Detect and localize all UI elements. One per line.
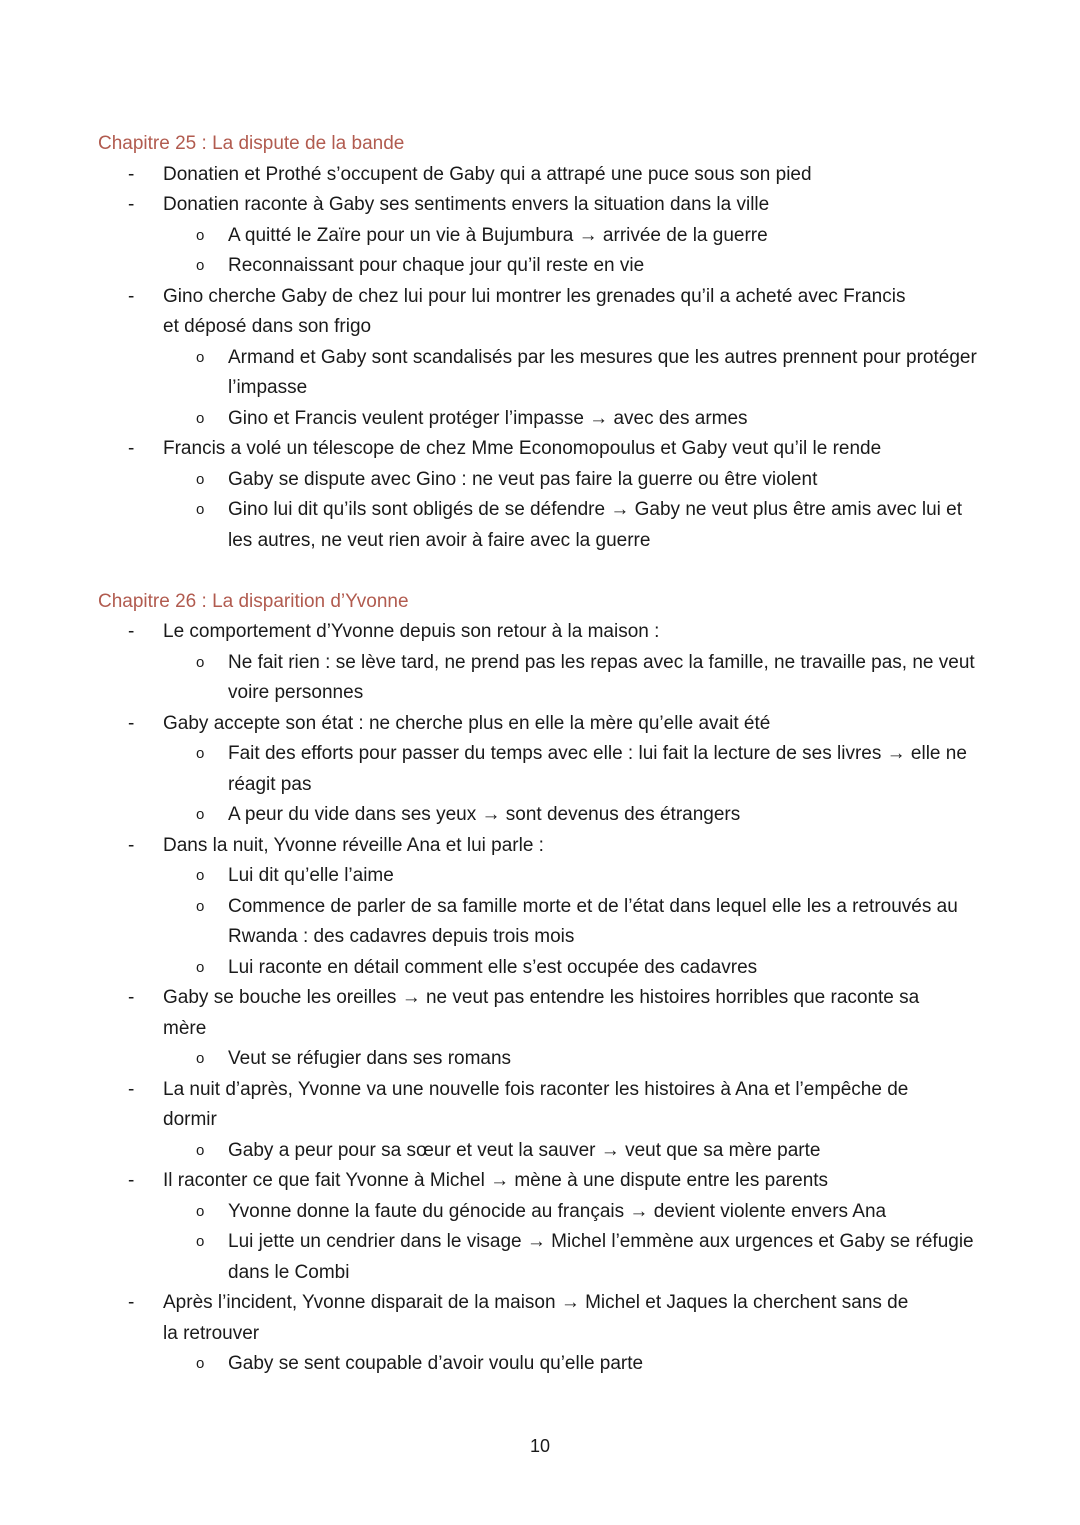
- bullet-item: [98, 1166, 998, 1288]
- sub-bullet-text: Reconnaissant pour chaque jour qu’il reste en vie: [228, 255, 645, 276]
- bullet-text: Gaby accepte son état : ne cherche plus en elle la mère qu’elle avait été: [163, 712, 771, 734]
- dash-bullet-icon: -: [128, 1078, 135, 1100]
- bullet-item: [98, 831, 998, 984]
- bullet-text: Gino cherche Gaby de chez lui pour lui montrer les grenades qu’il a acheté avec Francis et déposé dans son frigo: [163, 285, 906, 337]
- sub-bullet-text: Gino et Francis veulent protéger l’impasse → avec des armes: [228, 407, 748, 429]
- sub-bullet-text: Ne fait rien : se lève tard, ne prend pas les repas avec la famille, ne travaille pas, ne veut voire personnes: [228, 651, 975, 703]
- bullet-item: [98, 434, 998, 556]
- sub-bullet-text: A quitté le Zaïre pour un vie à Bujumbura → arrivée de la guerre: [228, 224, 768, 246]
- sub-bullet-text: Commence de parler de sa famille morte et de l’état dans lequel elle les a retrouvés au Rwanda : des cadavres depuis trois mois: [228, 895, 958, 947]
- circle-bullet-icon: o: [196, 653, 205, 671]
- sub-bullet-item: [163, 1197, 998, 1228]
- dash-bullet-icon: -: [128, 1292, 135, 1313]
- chapter-title: Chapitre 25 : La dispute de la bande: [98, 133, 405, 154]
- sub-bullet-item: [163, 404, 998, 435]
- circle-bullet-icon: o: [196, 257, 205, 274]
- sub-bullet-text: Fait des efforts pour passer du temps avec elle : lui fait la lecture de ses livres → elle ne réagit pas: [228, 743, 967, 795]
- sub-bullet-item: [163, 1227, 998, 1288]
- page-number: 10: [529, 1436, 551, 1456]
- sub-bullet-list: [163, 465, 998, 557]
- sub-bullet-text: Lui raconte en détail comment elle s’est occupée des cadavres: [228, 956, 758, 978]
- sub-bullet-list: [163, 1349, 998, 1380]
- bullet-list: [98, 617, 998, 1380]
- sub-bullet-item: [163, 221, 998, 252]
- bullet-item: [98, 1075, 998, 1167]
- circle-bullet-icon: o: [196, 501, 205, 518]
- sub-bullet-list: [163, 648, 998, 709]
- bullet-list: [98, 160, 998, 557]
- sub-bullet-item: [163, 465, 998, 496]
- sub-bullet-list: [163, 861, 998, 983]
- sub-bullet-text: A peur du vide dans ses yeux → sont devenus des étrangers: [228, 804, 741, 825]
- dash-bullet-icon: -: [128, 712, 135, 734]
- bullet-item: [98, 160, 998, 191]
- dash-bullet-icon: -: [128, 1170, 135, 1191]
- dash-bullet-icon: -: [128, 834, 135, 856]
- bullet-item: [98, 709, 998, 831]
- chapter-title: Chapitre 26 : La disparition d’Yvonne: [98, 590, 409, 612]
- circle-bullet-icon: o: [196, 1141, 205, 1159]
- chapter-section: [98, 587, 998, 1380]
- circle-bullet-icon: o: [196, 1355, 205, 1372]
- dash-bullet-icon: -: [128, 285, 135, 307]
- circle-bullet-icon: o: [196, 409, 205, 427]
- sub-bullet-text: Lui jette un cendrier dans le visage → Michel l’emmène aux urgences et Gaby se réfugie dans le Combi: [228, 1231, 974, 1283]
- dash-bullet-icon: -: [128, 194, 135, 215]
- sub-bullet-item: [163, 800, 998, 831]
- bullet-item: [98, 190, 998, 282]
- sub-bullet-item: [163, 739, 998, 800]
- circle-bullet-icon: o: [196, 226, 205, 244]
- dash-bullet-icon: -: [128, 438, 135, 459]
- sub-bullet-item: [163, 495, 998, 556]
- circle-bullet-icon: o: [196, 1202, 205, 1220]
- circle-bullet-icon: o: [196, 867, 205, 884]
- bullet-item: [98, 983, 998, 1075]
- sub-bullet-list: [163, 221, 998, 282]
- sub-bullet-item: [163, 1136, 998, 1167]
- sub-bullet-list: [163, 1136, 998, 1167]
- circle-bullet-icon: o: [196, 806, 205, 823]
- bullet-text: Francis a volé un télescope de chez Mme Economopoulus et Gaby veut qu’il le rende: [163, 438, 882, 459]
- circle-bullet-icon: o: [196, 470, 205, 488]
- sub-bullet-item: [163, 251, 998, 282]
- sub-bullet-item: [163, 1349, 998, 1380]
- bullet-item: [98, 282, 998, 435]
- circle-bullet-icon: o: [196, 1233, 205, 1250]
- circle-bullet-icon: o: [196, 958, 205, 976]
- bullet-item: [98, 1288, 998, 1380]
- sub-bullet-text: Armand et Gaby sont scandalisés par les mesures que les autres prennent pour protéger l’impasse: [228, 346, 977, 398]
- circle-bullet-icon: o: [196, 897, 205, 915]
- dash-bullet-icon: -: [128, 621, 135, 642]
- bullet-item: [98, 617, 998, 709]
- document-content: [98, 129, 998, 1380]
- sub-bullet-text: Gaby se dispute avec Gino : ne veut pas faire la guerre ou être violent: [228, 468, 818, 490]
- sub-bullet-item: [163, 1044, 998, 1075]
- sub-bullet-list: [163, 739, 998, 831]
- circle-bullet-icon: o: [196, 348, 205, 366]
- sub-bullet-list: [163, 343, 998, 435]
- sub-bullet-item: [163, 861, 998, 892]
- circle-bullet-icon: o: [196, 745, 205, 762]
- sub-bullet-list: [163, 1197, 998, 1289]
- bullet-text: Gaby se bouche les oreilles → ne veut pas entendre les histoires horribles que raconte sa mère: [163, 987, 920, 1039]
- bullet-text: Dans la nuit, Yvonne réveille Ana et lui parle :: [163, 834, 544, 856]
- sub-bullet-text: Lui dit qu’elle l’aime: [228, 865, 394, 886]
- sub-bullet-text: Yvonne donne la faute du génocide au français → devient violente envers Ana: [228, 1200, 887, 1222]
- bullet-text: Après l’incident, Yvonne disparait de la maison → Michel et Jaques la cherchent sans de la retrouver: [163, 1292, 909, 1344]
- dash-bullet-icon: -: [128, 163, 135, 185]
- dash-bullet-icon: -: [128, 987, 135, 1008]
- sub-bullet-text: Gaby a peur pour sa sœur et veut la sauver → veut que sa mère parte: [228, 1139, 821, 1161]
- bullet-text: La nuit d’après, Yvonne va une nouvelle fois raconter les histoires à Ana et l’empêche de dormir: [163, 1078, 909, 1130]
- chapter-section: [98, 129, 998, 556]
- circle-bullet-icon: o: [196, 1050, 205, 1067]
- sub-bullet-text: Gaby se sent coupable d’avoir voulu qu’elle parte: [228, 1353, 644, 1374]
- sub-bullet-text: Gino lui dit qu’ils sont obligés de se défendre → Gaby ne veut plus être amis avec lui et les autres, ne veut rien avoir à faire avec la guerre: [228, 499, 963, 551]
- bullet-text: Le comportement d’Yvonne depuis son retour à la maison :: [163, 621, 660, 642]
- bullet-text: Donatien et Prothé s’occupent de Gaby qui a attrapé une puce sous son pied: [163, 163, 812, 185]
- sub-bullet-list: [163, 1044, 998, 1075]
- sub-bullet-item: [163, 953, 998, 984]
- sub-bullet-item: [163, 648, 998, 709]
- sub-bullet-item: [163, 343, 998, 404]
- sub-bullet-text: Veut se réfugier dans ses romans: [228, 1048, 512, 1069]
- sub-bullet-item: [163, 892, 998, 953]
- bullet-text: Il raconter ce que fait Yvonne à Michel → mène à une dispute entre les parents: [163, 1170, 829, 1191]
- bullet-text: Donatien raconte à Gaby ses sentiments envers la situation dans la ville: [163, 194, 770, 215]
